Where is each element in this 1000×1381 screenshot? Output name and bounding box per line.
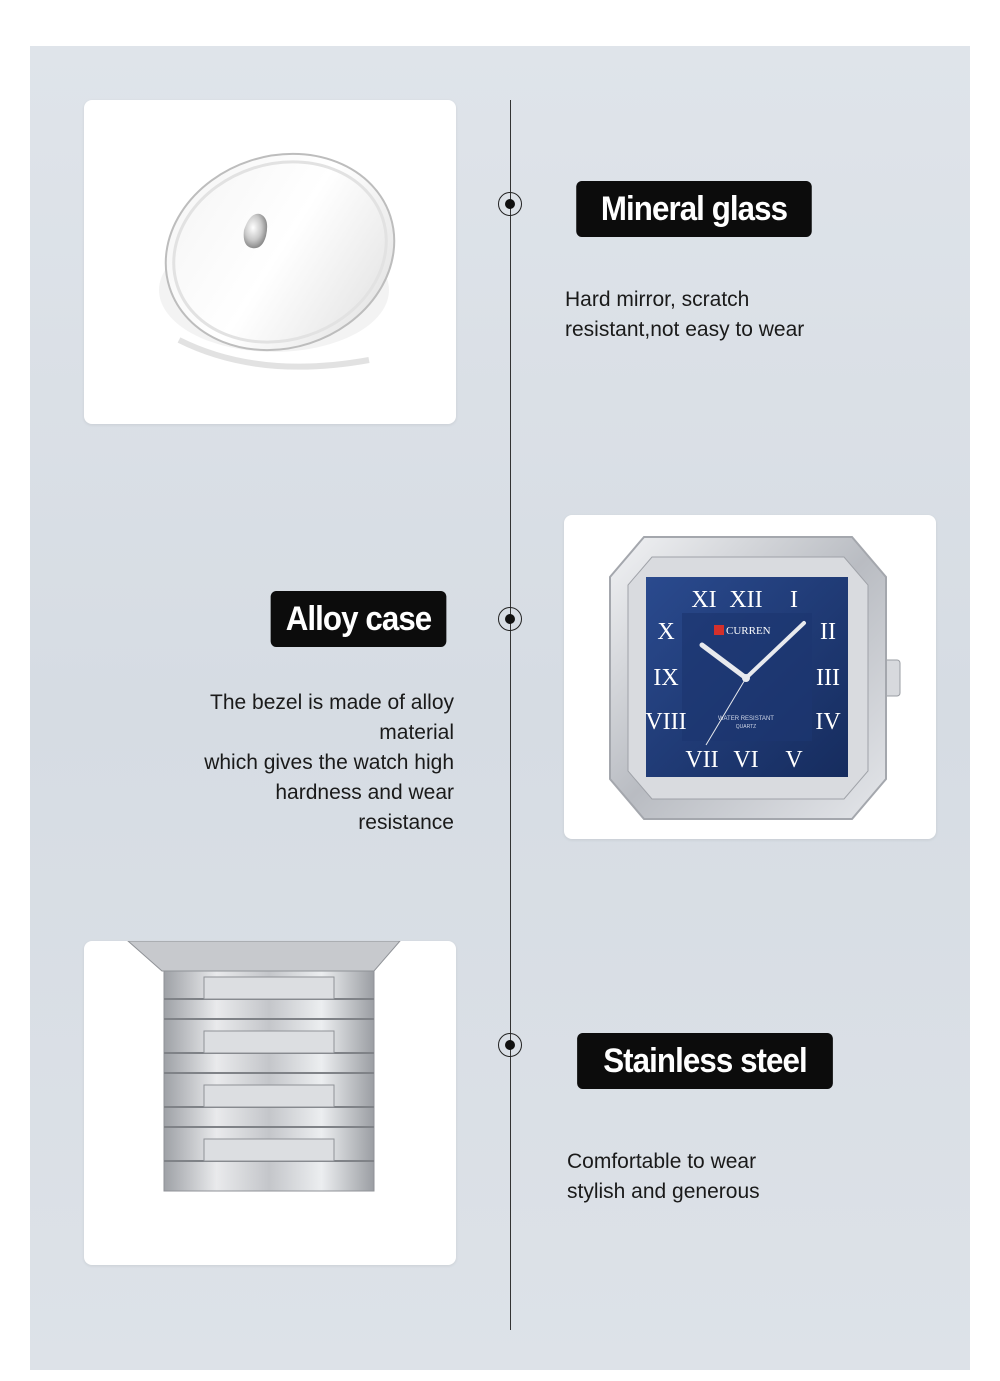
desc-line: Hard mirror, scratch [565,288,750,311]
svg-text:VII: VII [685,747,719,773]
glass-lens-illustration [84,100,456,424]
svg-text:XII: XII [729,587,763,613]
dial-text-quartz: QUARTZ [735,724,757,730]
feature-title-stainless-steel: Stainless steel [577,1033,833,1089]
watch-illustration [564,515,936,839]
feature-desc-stainless-steel [567,1147,887,1207]
feature-desc-alloy-case [134,688,454,838]
svg-text:XI: XI [691,587,717,613]
stainless-steel-bracelet-image [84,941,456,1265]
watch-brand: CURREN [726,625,771,637]
dial-text-water-resistant: WATER RESISTANT [718,716,774,722]
feature-title-mineral-glass: Mineral glass [576,181,812,237]
svg-text:IV: IV [815,709,841,735]
timeline-dot-2 [498,607,522,631]
svg-text:VIII: VIII [645,709,687,735]
bracelet-illustration [84,941,456,1265]
desc-line: resistance [358,811,454,834]
desc-line: Comfortable to wear [567,1150,757,1173]
desc-line: The bezel is made of alloy [210,691,454,714]
svg-text:V: V [785,747,803,773]
feature-desc-mineral-glass [565,285,885,345]
desc-line: which gives the watch high [204,751,454,774]
desc-line: stylish and generous [567,1180,760,1203]
svg-text:II: II [820,619,836,645]
timeline-dot-3 [498,1033,522,1057]
svg-text:I: I [790,587,798,613]
feature-title-alloy-case: Alloy case [271,591,447,647]
desc-line: hardness and wear [275,781,454,804]
svg-text:III: III [816,665,840,691]
desc-line: resistant,not easy to wear [565,318,805,341]
timeline-line [510,100,511,1330]
svg-text:X: X [657,619,675,645]
alloy-case-watch-image [564,515,936,839]
mineral-glass-image [84,100,456,424]
svg-text:IX: IX [653,665,679,691]
timeline-dot-1 [498,192,522,216]
svg-text:VI: VI [733,747,759,773]
desc-line: material [379,721,454,744]
